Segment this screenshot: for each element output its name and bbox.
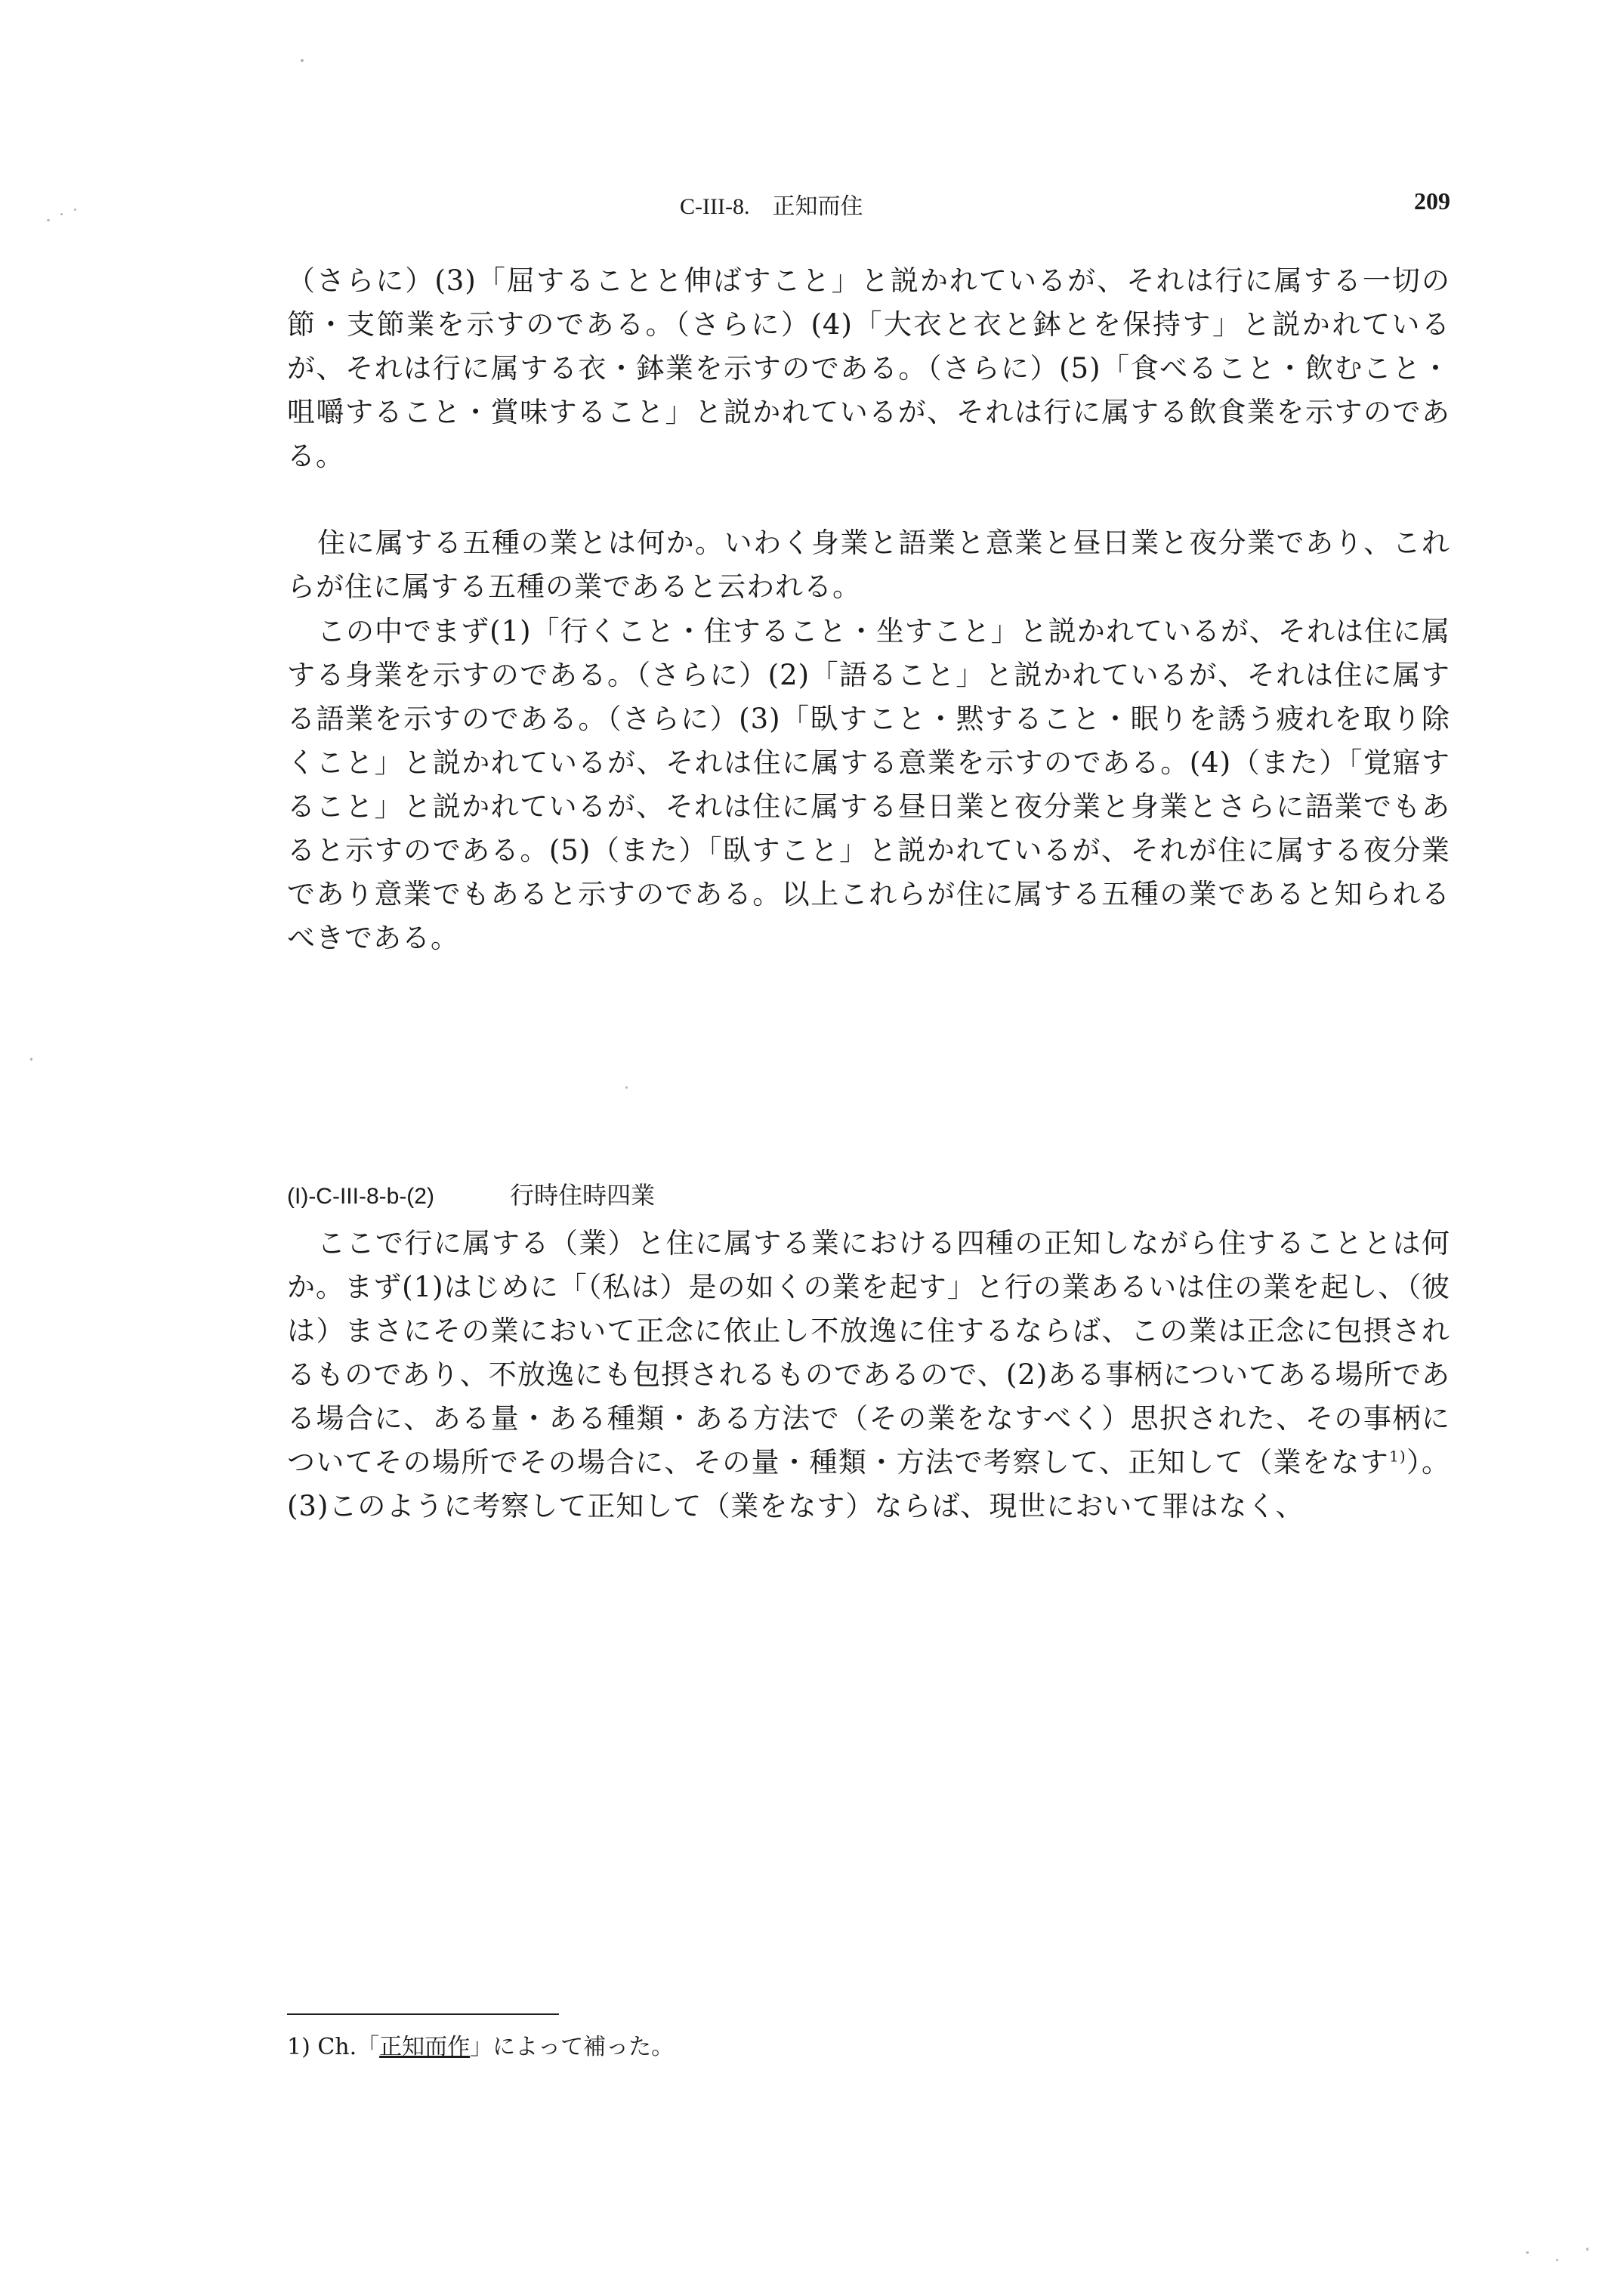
scan-speck [60,213,63,215]
scan-speck [74,209,76,211]
scan-speck [1526,2251,1529,2254]
paragraph-2: 住に属する五種の業とは何か。いわく身業と語業と意業と昼日業と夜分業であり、これらが住に属する五種の業であると云われる。 [287,527,1450,603]
footnote-suffix: 」によって補った。 [470,2034,675,2060]
scan-speck [1586,2248,1588,2251]
paragraph-3: この中でまず(1)「行くこと・住すること・坐すこと」と説かれているが、それは住に属する身業を示すのである。（さらに）(2)「語ること」と説かれているが、それは住に属する語業を示すのである。（さらに）(3)「臥すこと・黙すること・眠りを誘う疲れを取り除くこと」と説かれているが、それは住に属する意業を示すのである。(4)（また）「覚寤すること」と説かれているが、それは住に属する昼日業と夜分業と身業とさらに語業でもあると示すのである。(5)（また）「臥すこと」と説かれているが、それが住に属する夜分業であり意業でもあると示すのである。以上これらが住に属する五種の業であると知られるべきである。 [287,615,1450,954]
footnote-reference[interactable]: 1) [1389,1447,1406,1466]
scan-speck [47,219,50,221]
page-number: 209 [1414,187,1450,215]
section-paragraph [287,1222,1450,1528]
scan-speck [30,1058,32,1061]
paragraph-1: （さらに）(3)「屈することと伸ばすこと」と説かれているが、それは行に属する一切の節・支節業を示すのである。（さらに）(4)「大衣と衣と鉢とを保持す」と説かれているが、それは行に属する衣・鉢業を示すのである。（さらに）(5)「食べること・飲むこと・咀嚼すること・賞味すること」と説かれているが、それは行に属する飲食業を示すのである。 [287,264,1450,472]
section-heading [287,1180,655,1212]
section-paragraph-tail: ）。(3)このように考察して正知して（業をなす）ならば、現世において罪はなく、 [287,1446,1451,1522]
footnote-term: 正知而作 [379,2034,471,2060]
running-head [287,187,1450,225]
section-title: 行時住時四業 [510,1181,656,1210]
running-title: C-III-8. 正知而住 [680,194,863,219]
footnote-prefix: 1) Ch.「 [287,2034,380,2060]
scan-speck [625,1086,628,1089]
scan-speck [1556,2259,1558,2261]
section-paragraph-main: ここで行に属する（業）と住に属する業における四種の正知しながら住することとは何か。まず(1)はじめに「（私は）是の如くの業を起す」と行の業あるいは住の業を起し、（彼は）まさにその業において正念に依止し不放逸に住するならば、この業は正念に包摂されるものであり、不放逸にも包摂されるものであるので、(2)ある事柄についてある場所である場合に、ある量・ある種類・ある方法で（その業をなすべく）思択された、その事柄についてその場所でその場合に、その量・種類・方法で考察して、正知して（業をなす [287,1227,1450,1479]
footnote [287,2032,674,2063]
footnote-divider [287,2013,559,2015]
section-code: (I)-C-III-8-b-(2) [287,1184,434,1209]
scan-speck [301,59,304,62]
